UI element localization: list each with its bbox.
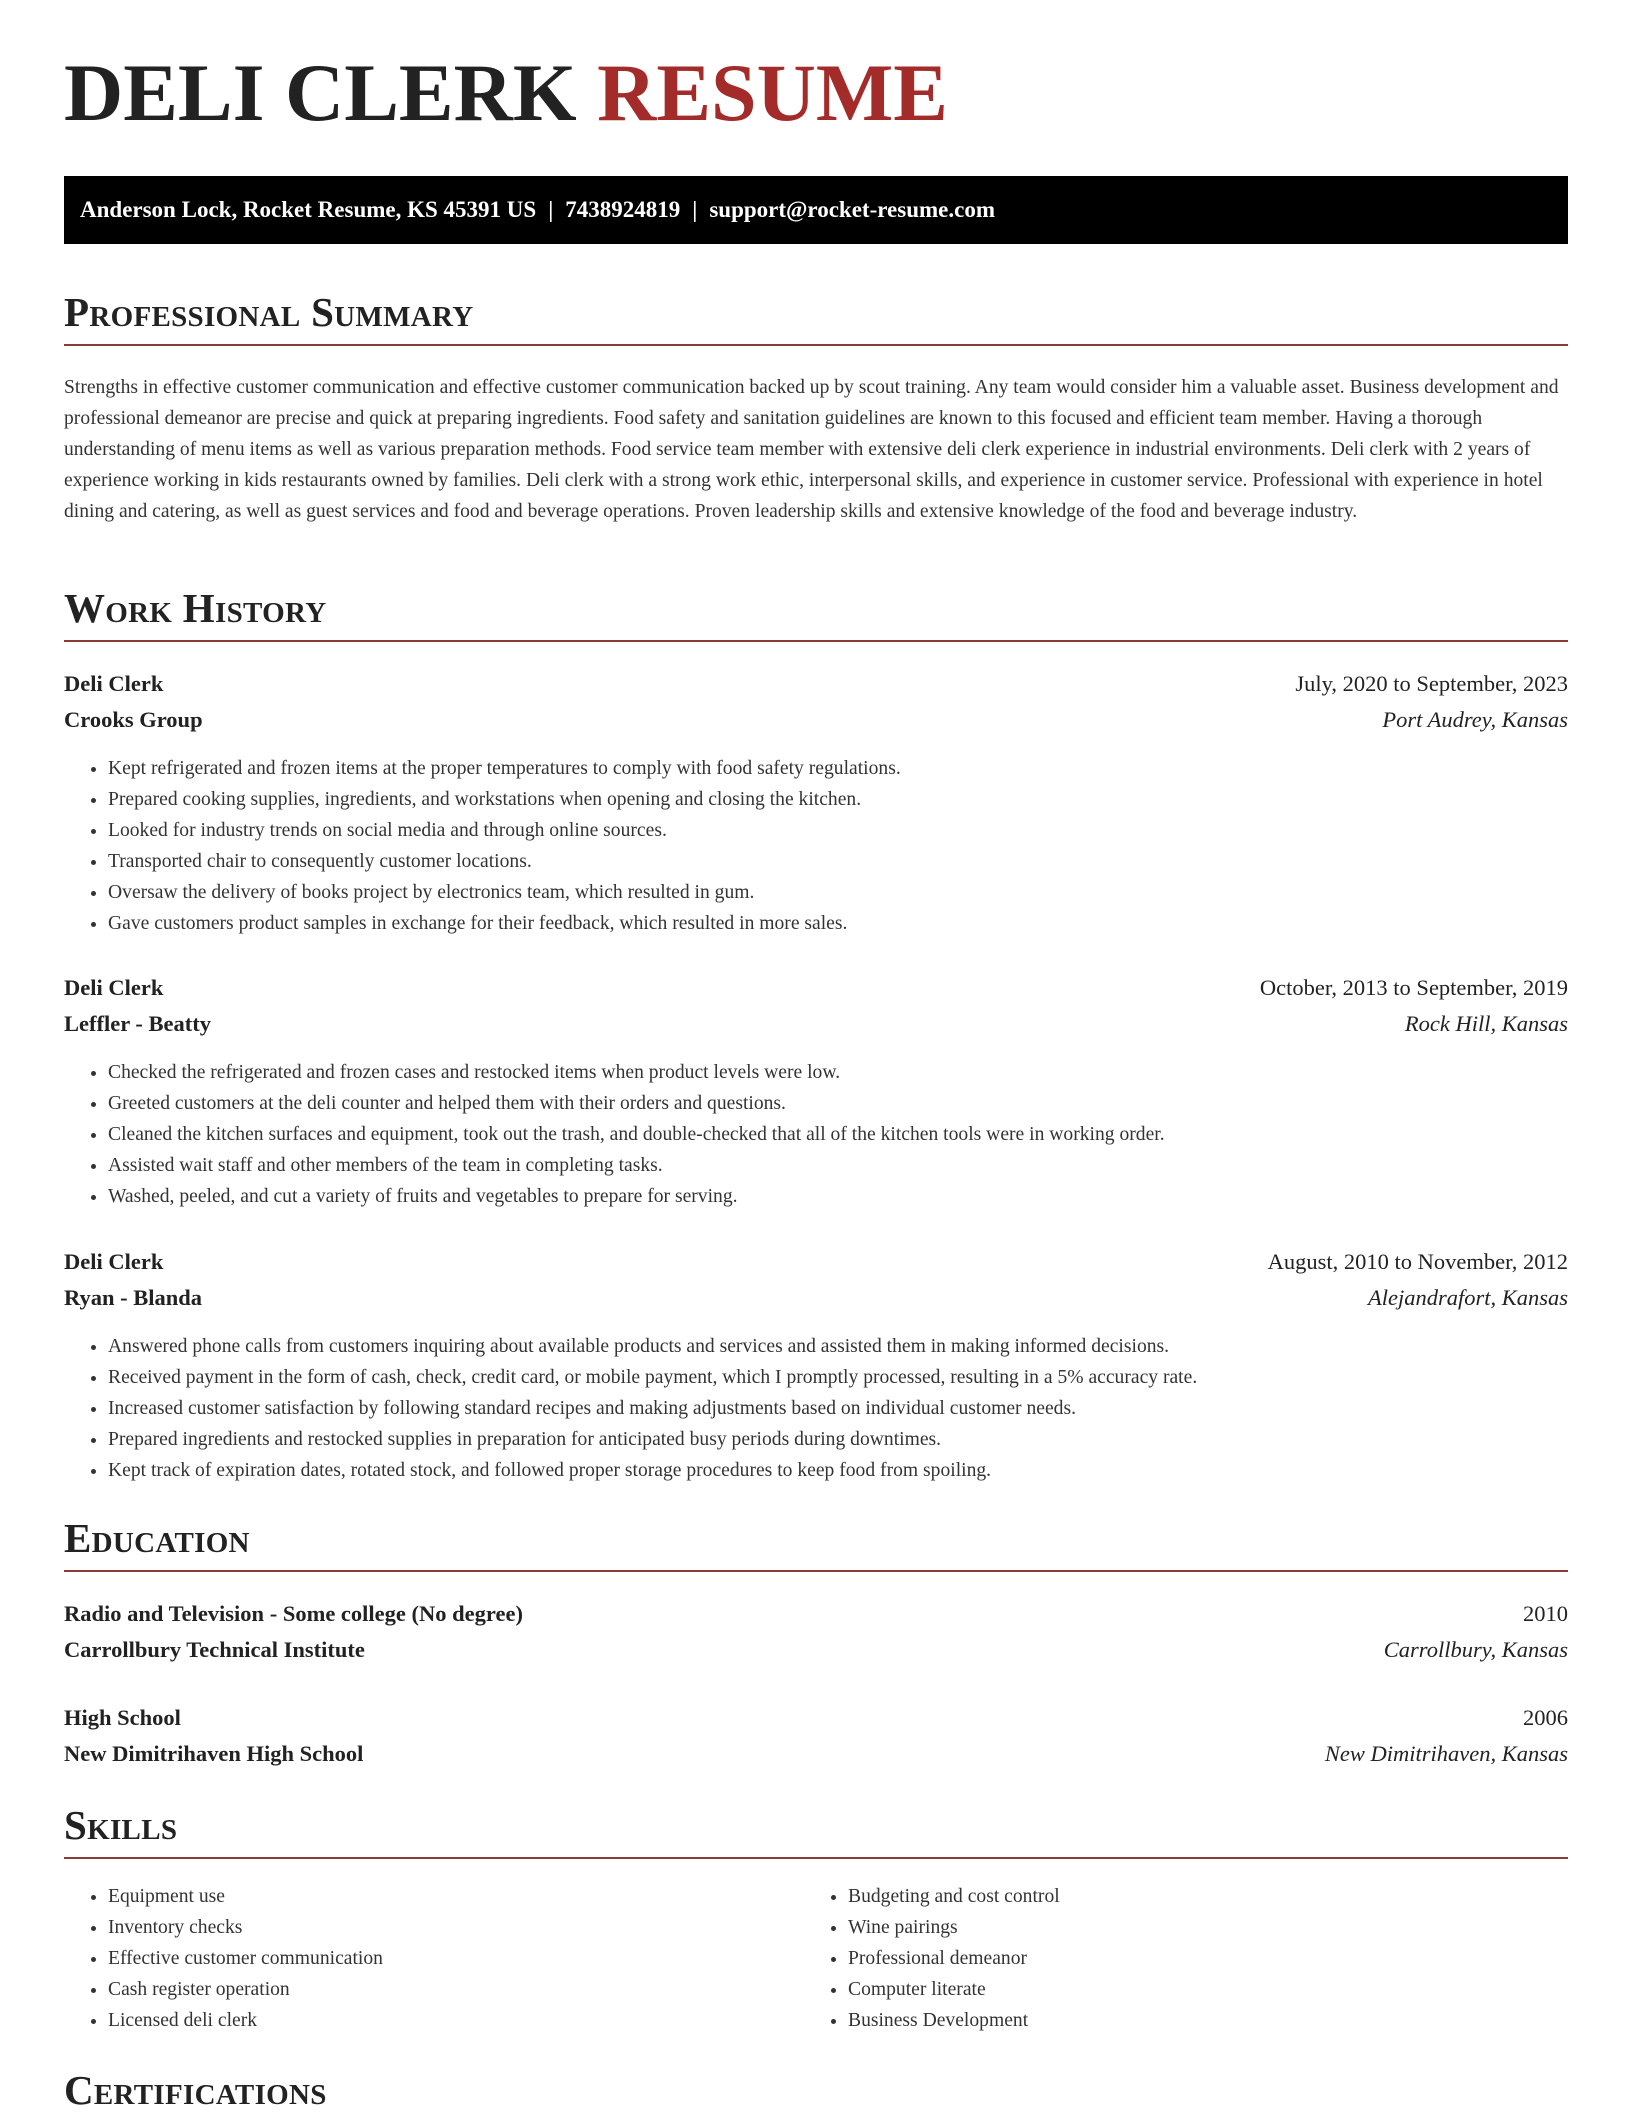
list-item: • Checked the refrigerated and frozen cases and restocked items when product levels were low. xyxy=(108,1057,1568,1088)
section-title-summary: Professional Summary xyxy=(64,292,1568,346)
list-item: • Looked for industry trends on social media and through online sources. xyxy=(108,815,1568,846)
list-item: • Increased customer satisfaction by following standard recipes and making adjustments based on individual customer needs. xyxy=(108,1393,1568,1424)
skills-list-right xyxy=(804,1881,1568,2036)
list-item: • Transported chair to consequently customer locations. xyxy=(108,846,1568,877)
education-location: New Dimitrihaven, Kansas xyxy=(1324,1741,1568,1766)
job-title: Deli Clerk xyxy=(64,975,164,1000)
education-header xyxy=(64,1700,1568,1736)
job-location: Rock Hill, Kansas xyxy=(1404,1011,1568,1036)
list-item: • Prepared ingredients and restocked supplies in preparation for anticipated busy periods during downtimes. xyxy=(108,1424,1568,1455)
education-year: 2010 xyxy=(1523,1601,1568,1626)
skills-list-left xyxy=(64,1881,804,2036)
job-subheader xyxy=(64,1006,1568,1042)
education-year: 2006 xyxy=(1523,1705,1568,1730)
education-subheader xyxy=(64,1736,1568,1772)
list-item: • Cash register operation xyxy=(108,1974,804,2005)
list-item: • Oversaw the delivery of books project by electronics team, which resulted in gum. xyxy=(108,877,1568,908)
list-item: • Kept refrigerated and frozen items at the proper temperatures to comply with food safety regulations. xyxy=(108,753,1568,784)
job-bullets xyxy=(64,1331,1568,1486)
list-item: • Cleaned the kitchen surfaces and equipment, took out the trash, and double-checked that all of the kitchen tools were in working order. xyxy=(108,1119,1568,1150)
list-item: • Effective customer communication xyxy=(108,1943,804,1974)
section-title-education: Education xyxy=(64,1518,1568,1572)
list-item: • Received payment in the form of cash, check, credit card, or mobile payment, which I promptly processed, resulting in a 5% accuracy rate. xyxy=(108,1362,1568,1393)
education-school: New Dimitrihaven High School xyxy=(64,1741,364,1766)
section-title-work-history: Work History xyxy=(64,588,1568,642)
title-main: DELI CLERK xyxy=(64,47,577,138)
contact-bar xyxy=(64,176,1568,244)
job-company: Ryan - Blanda xyxy=(64,1285,202,1310)
contact-phone: 7438924819 xyxy=(565,197,681,222)
list-item: • Business Development xyxy=(848,2005,1568,2036)
job-header xyxy=(64,1244,1568,1280)
list-item: • Computer literate xyxy=(848,1974,1568,2005)
education-location: Carrollbury, Kansas xyxy=(1383,1637,1568,1662)
list-item: • Washed, peeled, and cut a variety of fruits and vegetables to prepare for serving. xyxy=(108,1181,1568,1212)
list-item: • Assisted wait staff and other members of the team in completing tasks. xyxy=(108,1150,1568,1181)
job-title: Deli Clerk xyxy=(64,671,164,696)
list-item: • Licensed deli clerk xyxy=(108,2005,804,2036)
list-item: • Answered phone calls from customers inquiring about available products and services and assisted them in making informed decisions. xyxy=(108,1331,1568,1362)
job-bullets xyxy=(64,753,1568,939)
section-title-skills: Skills xyxy=(64,1805,1568,1859)
education-degree: Radio and Television - Some college (No degree) xyxy=(64,1601,523,1626)
job-location: Port Audrey, Kansas xyxy=(1382,707,1568,732)
job-title: Deli Clerk xyxy=(64,1249,164,1274)
list-item: • Prepared cooking supplies, ingredients, and workstations when opening and closing the kitchen. xyxy=(108,784,1568,815)
job-subheader xyxy=(64,702,1568,738)
list-item: • Wine pairings xyxy=(848,1912,1568,1943)
education-school: Carrollbury Technical Institute xyxy=(64,1637,365,1662)
section-title-certifications: Certifications xyxy=(64,2067,327,2113)
title-accent: RESUME xyxy=(597,47,948,138)
job-company: Leffler - Beatty xyxy=(64,1011,212,1036)
job-dates: October, 2013 to September, 2019 xyxy=(1259,975,1568,1000)
job-subheader xyxy=(64,1280,1568,1316)
list-item: • Kept track of expiration dates, rotated stock, and followed proper storage procedures to keep food from spoiling. xyxy=(108,1455,1568,1486)
job-location: Alejandrafort, Kansas xyxy=(1367,1285,1568,1310)
list-item: • Budgeting and cost control xyxy=(848,1881,1568,1912)
job-header xyxy=(64,970,1568,1006)
contact-separator: | xyxy=(692,197,698,222)
list-item: • Gave customers product samples in exchange for their feedback, which resulted in more sales. xyxy=(108,908,1568,939)
contact-separator: | xyxy=(548,197,554,222)
job-company: Crooks Group xyxy=(64,707,203,732)
education-header xyxy=(64,1596,1568,1632)
contact-address: Anderson Lock, Rocket Resume, KS 45391 US xyxy=(80,197,537,222)
summary-text: Strengths in effective customer communication and effective customer communication backed up by scout training. Any team would consider him a valuable asset. Business development and professional demeanor are precise and quick at preparing ingredients. Food safety and sanitation guidelines are known to this focused and efficient team member. Having a thorough understanding of menu items as well as various preparation methods. Food service team member with extensive deli clerk experience in industrial environments. Deli clerk with 2 years of experience working in kids restaurants owned by families. Deli clerk with a strong work ethic, interpersonal skills, and experience in customer service. Professional with experience in hotel dining and catering, as well as guest services and food and beverage operations. Proven leadership skills and extensive knowledge of the food and beverage industry. xyxy=(64,377,1559,522)
contact-email: support@rocket-resume.com xyxy=(709,197,995,222)
job-dates: July, 2020 to September, 2023 xyxy=(1295,671,1568,696)
list-item: • Greeted customers at the deli counter and helped them with their orders and questions. xyxy=(108,1088,1568,1119)
job-bullets xyxy=(64,1057,1568,1212)
education-subheader xyxy=(64,1632,1568,1668)
education-degree: High School xyxy=(64,1705,181,1730)
list-item: • Professional demeanor xyxy=(848,1943,1568,1974)
job-dates: August, 2010 to November, 2012 xyxy=(1267,1249,1568,1274)
list-item: • Equipment use xyxy=(108,1881,804,1912)
job-header xyxy=(64,666,1568,702)
list-item: • Inventory checks xyxy=(108,1912,804,1943)
resume-title xyxy=(64,47,948,138)
